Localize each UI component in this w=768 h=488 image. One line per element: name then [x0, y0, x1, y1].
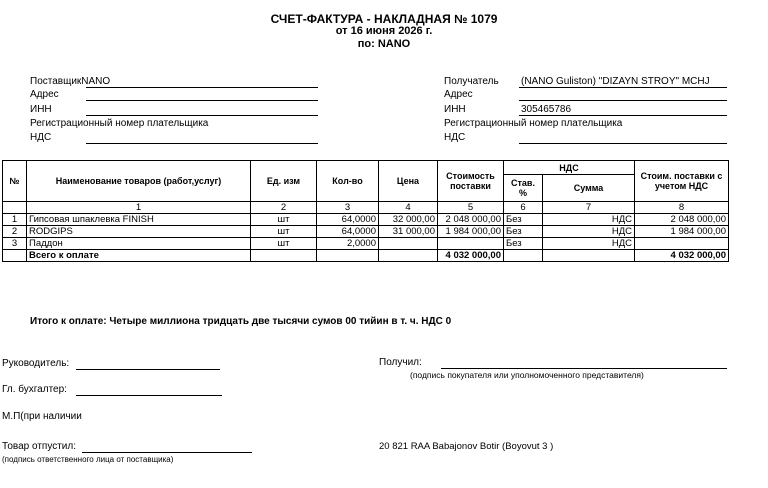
row-qty: 64,0000 — [317, 226, 379, 238]
recipient-address-label: Адрес — [444, 89, 473, 100]
driver-info: 20 821 RAA Babajonov Botir (Boyovut 3 ) — [379, 441, 554, 452]
row-name: Паддон — [27, 238, 251, 250]
row-qty: 64,0000 — [317, 214, 379, 226]
total-sum: 4 032 000,00 — [635, 250, 729, 262]
row-vat-rate: Без — [504, 238, 543, 250]
row-vat-rate: Без — [504, 226, 543, 238]
row-num: 2 — [3, 226, 27, 238]
col-header-price: Цена — [379, 161, 438, 202]
table-row — [3, 226, 729, 238]
row-vat-rate: Без — [504, 214, 543, 226]
col-number: 7 — [543, 202, 635, 214]
row-unit: шт — [251, 226, 317, 238]
col-header-vat-rate: Став. % — [504, 175, 543, 202]
row-name: RODGIPS — [27, 226, 251, 238]
total-cost: 4 032 000,00 — [438, 250, 504, 262]
supplier-address-label: Адрес — [30, 89, 59, 100]
supplier-inn-line — [86, 115, 318, 116]
received-note: (подпись покупателя или уполномоченного представителя) — [410, 370, 644, 380]
supplier-value: NANO — [81, 76, 111, 87]
row-name: Гипсовая шпаклевка FINISH — [27, 214, 251, 226]
recipient-vat-line — [519, 143, 727, 144]
stamp-label: М.П(при наличии — [2, 411, 82, 422]
director-label: Руководитель: — [2, 358, 70, 369]
row-vat-sum: НДС — [543, 238, 635, 250]
released-sign-line — [82, 452, 252, 453]
row-num: 1 — [3, 214, 27, 226]
amount-in-words: Итого к оплате: Четыре миллиона тридцать две тысячи сумов 00 тийин в т. ч. НДС 0 — [30, 316, 452, 327]
supplier-inn-label: ИНН — [30, 104, 52, 115]
row-unit: шт — [251, 238, 317, 250]
row-qty: 2,0000 — [317, 238, 379, 250]
supplier-address-line — [86, 100, 318, 101]
col-number: 1 — [27, 202, 251, 214]
row-total — [635, 238, 729, 250]
table-row — [3, 238, 729, 250]
invoice-title: СЧЕТ-ФАКТУРА - НАКЛАДНАЯ № 1079 — [270, 12, 498, 26]
row-num: 3 — [3, 238, 27, 250]
row-unit: шт — [251, 214, 317, 226]
supplier-reg-label: Регистрационный номер плательщика — [30, 118, 209, 129]
released-label: Товар отпустил: — [2, 441, 76, 452]
col-header-cost: Стоимость поставки — [438, 161, 504, 202]
received-sign-line — [441, 368, 727, 369]
col-header-vat: НДС — [504, 161, 635, 175]
col-number: 5 — [438, 202, 504, 214]
table-total-row — [3, 250, 729, 262]
row-cost: 1 984 000,00 — [438, 226, 504, 238]
recipient-vat-label: НДС — [444, 132, 466, 143]
supplier-vat-line — [86, 143, 318, 144]
col-header-qty: Кол-во — [317, 161, 379, 202]
col-header-name: Наименование товаров (работ,услуг) — [27, 161, 251, 202]
recipient-value: (NANO Guliston) "DIZAYN STROY" MCHJ — [521, 76, 710, 87]
recipient-label: Получатель — [444, 76, 499, 87]
total-label: Всего к оплате — [27, 250, 251, 262]
invoice-table — [2, 160, 729, 262]
row-price: 31 000,00 — [379, 226, 438, 238]
supplier-label: Поставщик — [30, 76, 82, 87]
table-col-numbers-row — [3, 202, 729, 214]
received-label: Получил: — [379, 357, 422, 368]
col-header-num: № — [3, 161, 27, 202]
supplier-row — [30, 76, 110, 87]
recipient-inn-line — [519, 115, 727, 116]
row-cost: 2 048 000,00 — [438, 214, 504, 226]
row-vat-sum: НДС — [543, 226, 635, 238]
col-number: 2 — [251, 202, 317, 214]
row-total: 1 984 000,00 — [635, 226, 729, 238]
recipient-reg-label: Регистрационный номер плательщика — [444, 118, 623, 129]
table-row — [3, 214, 729, 226]
col-number: 8 — [635, 202, 729, 214]
recipient-inn-label: ИНН — [444, 104, 466, 115]
recipient-address-line — [519, 100, 727, 101]
row-vat-sum: НДС — [543, 214, 635, 226]
released-note: (подпись ответственного лица от поставщика) — [2, 455, 174, 464]
col-header-vat-sum: Сумма — [543, 175, 635, 202]
col-header-total: Стоим. поставки с учетом НДС — [635, 161, 729, 202]
col-number: 4 — [379, 202, 438, 214]
col-number: 6 — [504, 202, 543, 214]
invoice-date: от 16 июня 2026 г. — [335, 25, 433, 37]
col-number: 3 — [317, 202, 379, 214]
row-total: 2 048 000,00 — [635, 214, 729, 226]
row-cost — [438, 238, 504, 250]
supplier-line — [86, 87, 318, 88]
col-header-unit: Ед. изм — [251, 161, 317, 202]
table-header-row — [3, 161, 729, 175]
supplier-vat-label: НДС — [30, 132, 52, 143]
recipient-inn-value: 305465786 — [521, 104, 572, 115]
accountant-label: Гл. бухгалтер: — [2, 384, 67, 395]
row-price — [379, 238, 438, 250]
invoice-by: по: NANO — [357, 38, 411, 50]
accountant-sign-line — [76, 395, 222, 396]
director-sign-line — [76, 369, 220, 370]
row-price: 32 000,00 — [379, 214, 438, 226]
recipient-line — [519, 87, 727, 88]
